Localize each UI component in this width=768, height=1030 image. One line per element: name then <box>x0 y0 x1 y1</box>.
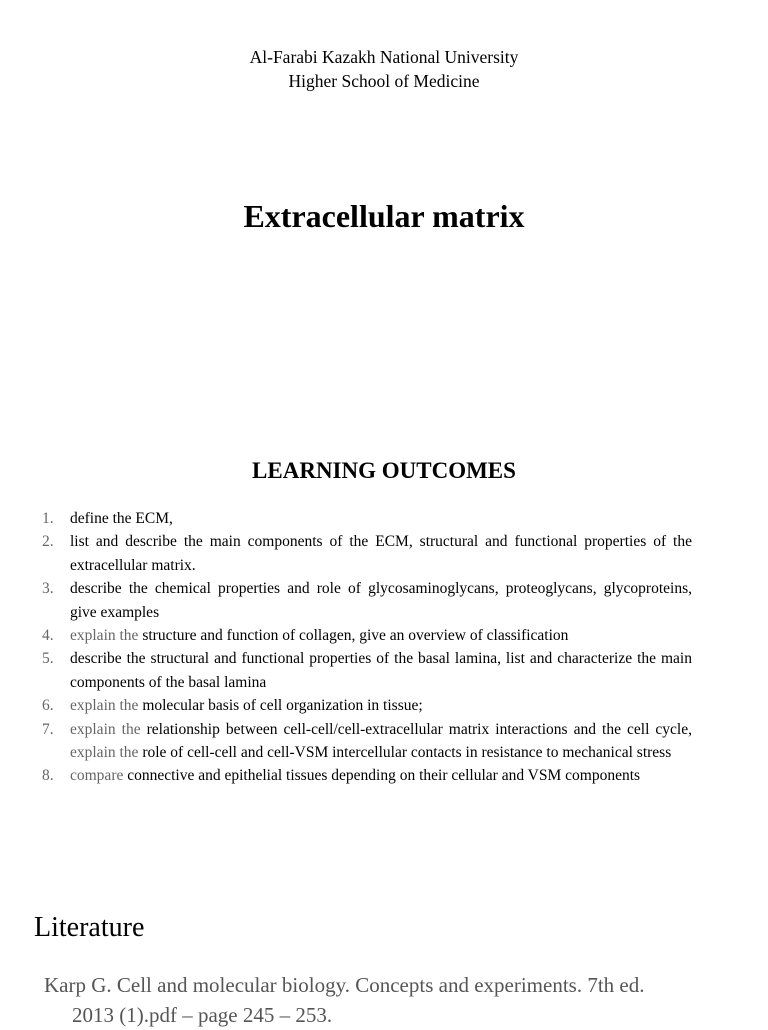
text-segment: relationship between cell-cell/cell-extracellular matrix interactions and the cell cycle, <box>146 720 692 738</box>
list-item-text <box>70 647 692 694</box>
list-item-number: 7. <box>42 720 54 738</box>
literature-line-1: Karp G. Cell and molecular biology. Concepts and experiments. 7th ed. <box>44 973 645 997</box>
list-item <box>42 577 692 624</box>
list-item-number: 8. <box>42 767 54 785</box>
text-segment: role of cell-cell and cell-VSM intercellular contacts in resistance to mechanical stress <box>142 744 672 762</box>
text-segment: connective and epithelial tissues depending on their cellular and VSM components <box>127 767 641 785</box>
list-item <box>42 718 692 765</box>
text-segment: explain the <box>70 627 143 645</box>
text-segment: describe the structural and functional properties of the basal lamina, list and characterize the main components of the basal lamina <box>70 650 692 691</box>
literature-reference <box>44 970 734 1030</box>
list-item-text <box>70 718 692 765</box>
text-segment: describe the chemical properties and role of glycosaminoglycans, proteoglycans, glycoproteins, give examples <box>70 580 692 621</box>
list-item-text <box>70 694 692 717</box>
school-name: Higher School of Medicine <box>288 71 480 91</box>
text-segment: structure and function of collagen, give an overview of classification <box>142 627 569 645</box>
list-item-number: 2. <box>42 533 54 551</box>
list-item-number: 5. <box>42 650 54 668</box>
text-segment: molecular basis of cell organization in tissue; <box>142 697 423 715</box>
learning-outcomes-heading: LEARNING OUTCOMES <box>252 458 516 483</box>
text-segment: compare <box>70 767 128 785</box>
list-item-text <box>70 764 692 787</box>
list-item <box>42 530 692 577</box>
literature-heading: Literature <box>34 912 145 943</box>
university-name: Al-Farabi Kazakh National University <box>249 47 519 67</box>
list-item-number: 6. <box>42 697 54 715</box>
text-segment: explain the <box>70 697 143 715</box>
text-segment: define the ECM, <box>70 510 173 527</box>
list-item <box>42 507 692 530</box>
learning-outcomes-list <box>42 507 692 788</box>
document-title: Extracellular matrix <box>243 198 525 234</box>
list-item-text <box>70 577 692 624</box>
list-item <box>42 694 692 717</box>
list-item-text <box>70 530 692 577</box>
text-segment: explain the <box>70 744 143 762</box>
list-item-number: 3. <box>42 580 54 598</box>
list-item-number: 4. <box>42 627 54 645</box>
list-item <box>42 647 692 694</box>
literature-line-2: 2013 (1).pdf – page 245 – 253. <box>72 1003 333 1027</box>
list-item <box>42 764 692 787</box>
text-segment: explain the <box>70 720 147 738</box>
text-segment: list and describe the main components of the ECM, structural and functional properties of the extracellular matrix. <box>70 533 692 574</box>
list-item-text <box>70 507 692 530</box>
list-item-text <box>70 624 692 647</box>
list-item <box>42 624 692 647</box>
document-header <box>0 45 768 93</box>
list-item-number: 1. <box>42 510 54 527</box>
